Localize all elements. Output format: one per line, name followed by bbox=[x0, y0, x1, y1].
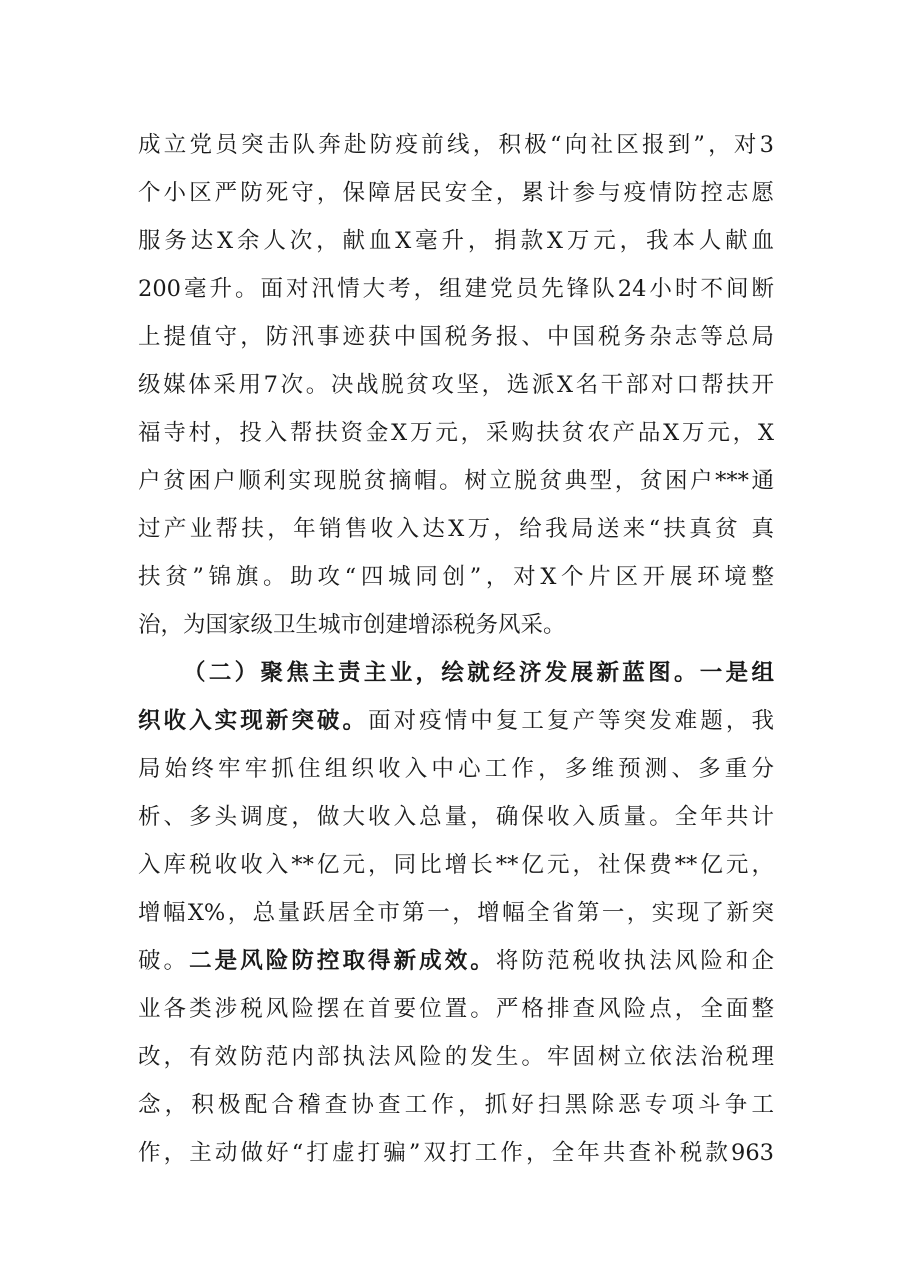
paragraph-2-line: 析、多头调度，做大收入总量，确保收入质量。全年共计 bbox=[138, 804, 774, 830]
paragraph-2-text: 破。 bbox=[138, 948, 190, 974]
paragraph-2-text: 将防范税收执法风险和企 bbox=[495, 948, 774, 974]
paragraph-1-line: 服务达X余人次，献血X毫升，捐款X万元，我本人献血 bbox=[138, 228, 774, 254]
paragraph-2-line bbox=[138, 945, 774, 977]
paragraph-1-line: 个小区严防死守，保障居民安全，累计参与疫情防控志愿 bbox=[138, 180, 774, 206]
paragraph-1-line: 治，为国家级卫生城市创建增添税务风采。 bbox=[138, 612, 566, 638]
paragraph-1-line: 福寺村，投入帮扶资金X万元，采购扶贫农产品X万元，X bbox=[138, 420, 774, 446]
paragraph-2-line bbox=[138, 705, 774, 737]
subheading-2: 二是风险防控取得新成效。 bbox=[189, 948, 496, 974]
paragraph-1-line: 级媒体采用7次。决战脱贫攻坚，选派X名干部对口帮扶开 bbox=[138, 372, 774, 398]
paragraph-2-line: 局始终牢牢抓住组织收入中心工作，多维预测、多重分 bbox=[138, 756, 774, 782]
paragraph-1-line: 200毫升。面对汛情大考，组建党员先锋队24小时不间断 bbox=[138, 276, 774, 302]
paragraph-2-line: 改，有效防范内部执法风险的发生。牢固树立依法治税理 bbox=[138, 1044, 774, 1070]
section-heading: （二）聚焦主责主业，绘就经济发展新蓝图。一是组 bbox=[183, 660, 774, 686]
paragraph-1-line: 户贫困户顺利实现脱贫摘帽。树立脱贫典型，贫困户***通 bbox=[138, 468, 774, 494]
paragraph-2-line: 增幅X%，总量跃居全市第一，增幅全省第一，实现了新突 bbox=[138, 900, 774, 926]
paragraph-2-line: 作，主动做好“打虚打骗”双打工作，全年共查补税款963 bbox=[138, 1140, 774, 1166]
paragraph-2-line: 念，积极配合稽查协查工作，抓好扫黑除恶专项斗争工 bbox=[138, 1092, 774, 1118]
paragraph-1-line: 扶贫”锦旗。助攻“四城同创”，对X个片区开展环境整 bbox=[138, 564, 774, 590]
paragraph-2-line: 入库税收收入**亿元，同比增长**亿元，社保费**亿元， bbox=[138, 852, 774, 878]
paragraph-1-line: 上提值守，防汛事迹获中国税务报、中国税务杂志等总局 bbox=[138, 324, 774, 350]
paragraph-1-line: 成立党员突击队奔赴防疫前线，积极“向社区报到”，对3 bbox=[138, 132, 774, 158]
paragraph-2-line: 业各类涉税风险摆在首要位置。严格排查风险点，全面整 bbox=[138, 996, 774, 1022]
subheading-1: 织收入实现新突破。 bbox=[138, 708, 369, 734]
paragraph-1-line: 过产业帮扶，年销售收入达X万，给我局送来“扶真贫 真 bbox=[138, 516, 774, 542]
paragraph-2-text: 面对疫情中复工复产等突发难题，我 bbox=[368, 708, 774, 734]
